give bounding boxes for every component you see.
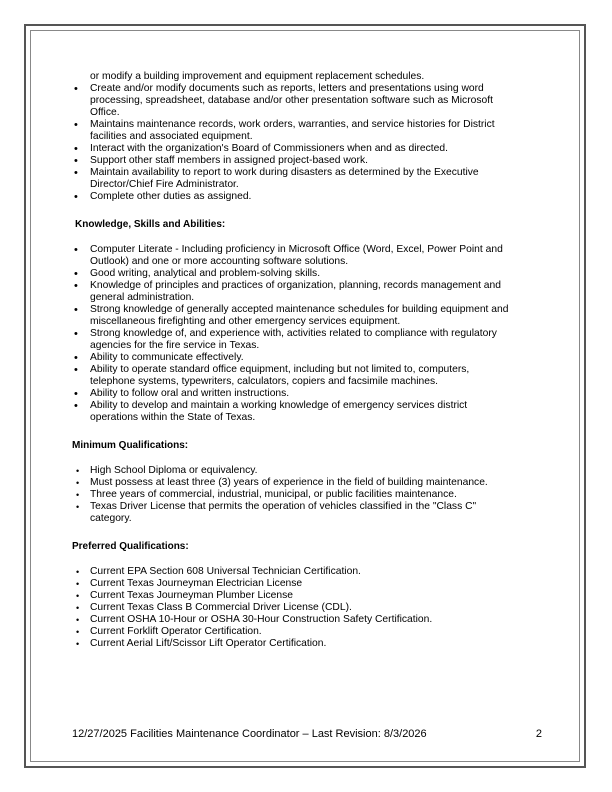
footer-text: 12/27/2025 Facilities Maintenance Coordinator – Last Revision: 8/3/2026 <box>72 728 427 740</box>
preferred-qualifications-heading: Preferred Qualifications: <box>72 541 189 552</box>
list-item: • Current Aerial Lift/Scissor Lift Operator Certification. <box>72 638 516 650</box>
list-item: • Computer Literate - Including proficiency in Microsoft Office (Word, Excel, Power Point and Outlook) and one or more accounting software solutions. <box>72 244 516 268</box>
preferred-qualifications-list <box>72 566 516 650</box>
duties-list <box>72 83 516 203</box>
list-item: • Complete other duties as assigned. <box>72 191 516 203</box>
list-item: • Current Texas Journeyman Electrician License <box>72 578 516 590</box>
list-item: • Current OSHA 10-Hour or OSHA 30-Hour Construction Safety Certification. <box>72 614 516 626</box>
list-item: • Current Texas Class B Commercial Driver License (CDL). <box>72 602 516 614</box>
page-number: 2 <box>535 728 542 740</box>
list-item: • Create and/or modify documents such as reports, letters and presentations using word processing, spreadsheet, database and/or other presentation software such as Microsoft Office. <box>72 83 516 119</box>
list-item: • Three years of commercial, industrial, municipal, or public facilities maintenance. <box>72 489 516 501</box>
list-item: • Good writing, analytical and problem-solving skills. <box>72 268 516 280</box>
list-item: • Maintain availability to report to work during disasters as determined by the Executive Director/Chief Fire Administrator. <box>72 167 516 191</box>
ksa-list <box>72 244 516 424</box>
list-item: • Must possess at least three (3) years of experience in the field of building maintenance. <box>72 477 516 489</box>
list-item: • Current EPA Section 608 Universal Technician Certification. <box>72 566 516 578</box>
ksa-heading: Knowledge, Skills and Abilities: <box>75 219 226 230</box>
list-item: • Knowledge of principles and practices of organization, planning, records management and general administration. <box>72 280 516 304</box>
list-item: • High School Diploma or equivalency. <box>72 465 516 477</box>
list-item: • Strong knowledge of, and experience with, activities related to compliance with regulatory agencies for the fire service in Texas. <box>72 328 516 352</box>
continuation-line: or modify a building improvement and equipment replacement schedules. <box>90 71 425 82</box>
list-item: • Current Texas Journeyman Plumber License <box>72 590 516 602</box>
minimum-qualifications-heading: Minimum Qualifications: <box>72 440 189 451</box>
list-item: • Ability to communicate effectively. <box>72 352 516 364</box>
list-item: • Ability to follow oral and written instructions. <box>72 388 516 400</box>
list-item: • Current Forklift Operator Certification. <box>72 626 516 638</box>
list-item: • Texas Driver License that permits the operation of vehicles classified in the "Class C" category. <box>72 501 516 525</box>
list-item: • Ability to operate standard office equipment, including but not limited to, computers, telephone systems, typewriters, calculators, copiers and facsimile machines. <box>72 364 516 388</box>
page-footer <box>72 728 542 741</box>
list-item: • Maintains maintenance records, work orders, warranties, and service histories for District facilities and associated equipment. <box>72 119 516 143</box>
document-body <box>72 71 516 650</box>
list-item: • Strong knowledge of generally accepted maintenance schedules for building equipment and miscellaneous firefighting and other emergency services equipment. <box>72 304 516 328</box>
list-item: • Ability to develop and maintain a working knowledge of emergency services district operations within the State of Texas. <box>72 400 516 424</box>
list-item: • Support other staff members in assigned project-based work. <box>72 155 516 167</box>
minimum-qualifications-list <box>72 465 516 525</box>
list-item: • Interact with the organization's Board of Commissioners when and as directed. <box>72 143 516 155</box>
